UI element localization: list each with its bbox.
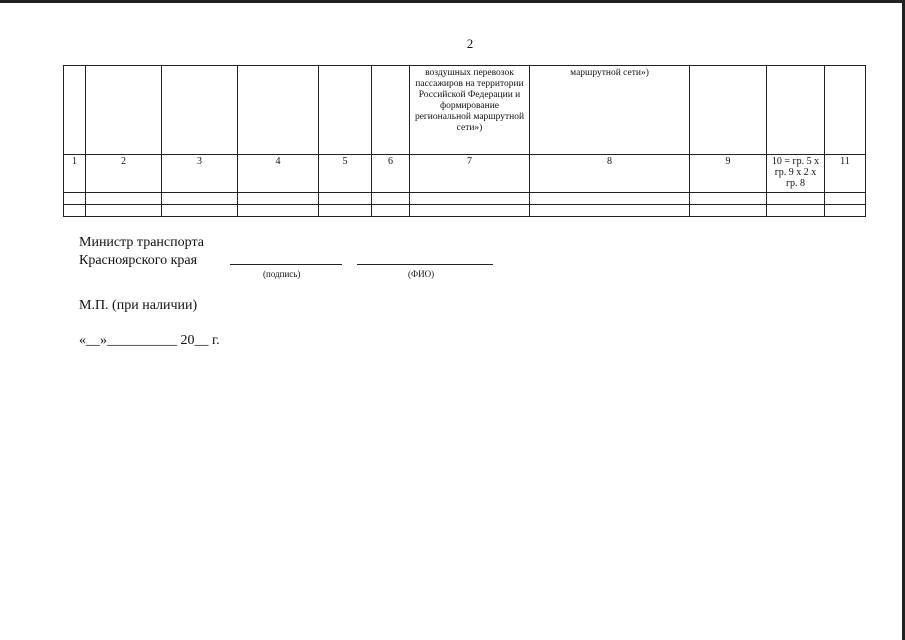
header-cell xyxy=(238,66,319,155)
column-number-row xyxy=(64,155,866,193)
name-caption: (ФИО) xyxy=(408,269,435,279)
header-cell-col7: воздушных перевозок пассажиров на территории Российской Федерации и формирование региональной маршрутной сети») xyxy=(410,66,530,155)
header-cell xyxy=(825,66,866,155)
date-field: «__»__________ 20__ г. xyxy=(79,333,220,348)
table-row xyxy=(64,193,866,205)
table-row xyxy=(64,205,866,217)
header-cell xyxy=(690,66,767,155)
header-cell-col8: маршрутной сети») xyxy=(530,66,690,155)
signatory-title-line1: Министр транспорта xyxy=(79,235,204,250)
signatory-title-line2: Красноярского края xyxy=(79,253,198,268)
header-cell xyxy=(64,66,86,155)
signature-line xyxy=(230,264,342,265)
page-number: 2 xyxy=(466,36,474,51)
header-cell xyxy=(86,66,162,155)
column-number: 11 xyxy=(825,155,866,193)
page-border-top xyxy=(0,0,905,3)
name-line xyxy=(357,264,493,265)
column-number: 7 xyxy=(410,155,530,193)
column-number: 5 xyxy=(319,155,372,193)
stamp-label: М.П. (при наличии) xyxy=(79,298,198,313)
header-cell xyxy=(162,66,238,155)
header-cell xyxy=(767,66,825,155)
signature-caption: (подпись) xyxy=(263,269,301,279)
column-number: 9 xyxy=(690,155,767,193)
column-number: 8 xyxy=(530,155,690,193)
report-table xyxy=(63,65,866,217)
signatory-title xyxy=(79,234,204,270)
column-number: 2 xyxy=(86,155,162,193)
header-cell xyxy=(372,66,410,155)
table-header-row xyxy=(64,66,866,155)
header-cell xyxy=(319,66,372,155)
column-number: 4 xyxy=(238,155,319,193)
column-number-formula: 10 = гр. 5 х гр. 9 х 2 х гр. 8 xyxy=(767,155,825,193)
column-number: 6 xyxy=(372,155,410,193)
column-number: 3 xyxy=(162,155,238,193)
column-number: 1 xyxy=(64,155,86,193)
